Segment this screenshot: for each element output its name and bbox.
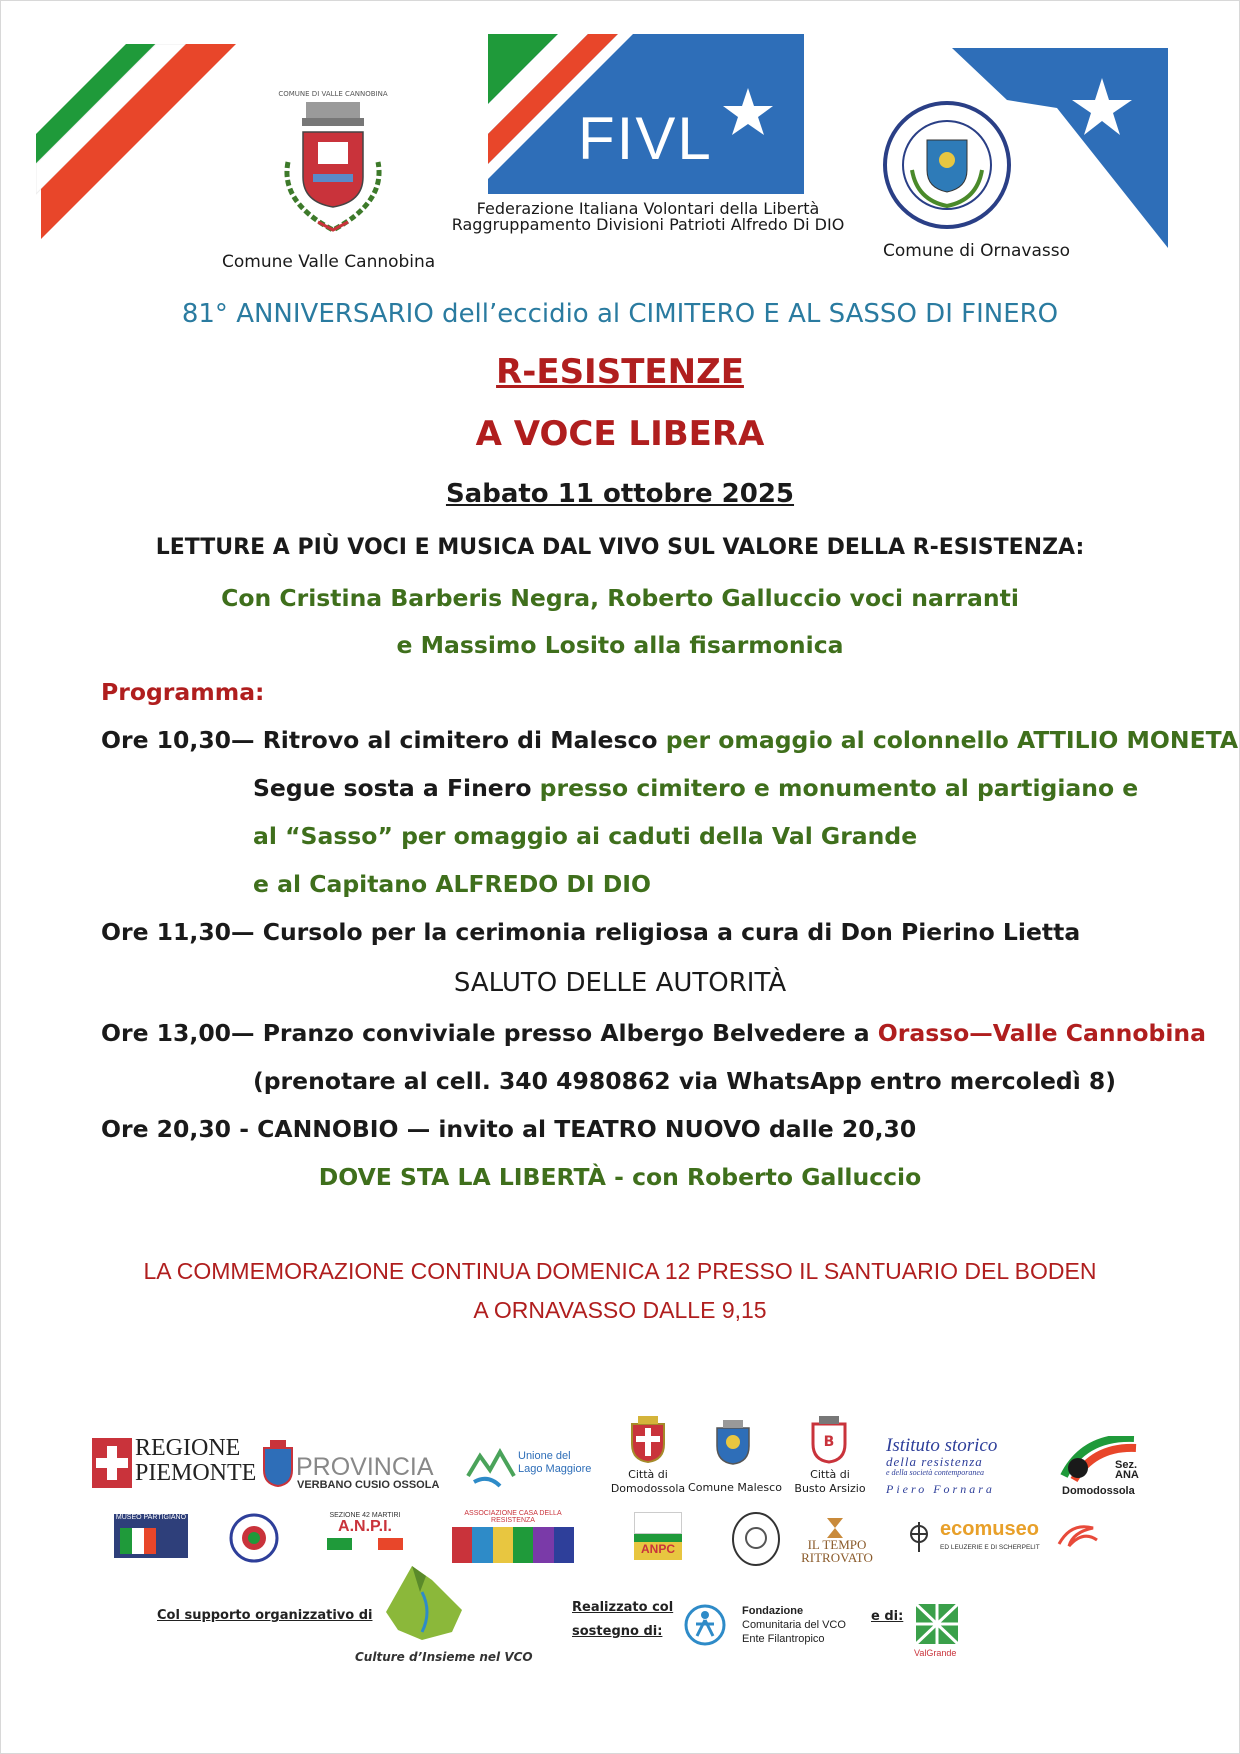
left-seal-text: COMUNE DI VALLE CANNOBINA bbox=[278, 90, 388, 98]
istituto-line1: Istituto storico bbox=[886, 1435, 998, 1456]
moneta-text: per omaggio al colonnello ATTILIO MONETA bbox=[665, 726, 1239, 754]
regione-piemonte-text bbox=[135, 1436, 256, 1486]
right-caption: Comune di Ornavasso bbox=[883, 241, 1071, 261]
regione-line2: PIEMONTE bbox=[135, 1460, 257, 1486]
programma-line-7: (prenotare al cell. 340 4980862 via WhatsApp entro mercoledì 8) bbox=[253, 1067, 1117, 1095]
busto-arsizio-crest-icon bbox=[809, 1414, 849, 1464]
programma-line-2 bbox=[253, 774, 1138, 802]
casa-resistenza-logo bbox=[452, 1510, 574, 1562]
italian-flag-ribbon-icon bbox=[36, 44, 246, 260]
realizzato-label bbox=[572, 1596, 673, 1644]
val-grande-park-icon bbox=[914, 1602, 960, 1646]
programma-line-8 bbox=[101, 1115, 916, 1143]
unione-line2: Lago Maggiore bbox=[518, 1463, 592, 1475]
istituto-storico-logo bbox=[886, 1436, 1016, 1497]
fivl-logo bbox=[488, 34, 804, 194]
event-subtitle: LETTURE A PIÙ VOCI E MUSICA DAL VIVO SUL VALORE DELLA R-ESISTENZA: bbox=[155, 535, 1085, 560]
domodossola-line1: Città di bbox=[628, 1468, 668, 1481]
tempo-line2: RITROVATO bbox=[801, 1550, 873, 1565]
confraternita-seal-icon bbox=[730, 1510, 782, 1568]
dove-sta-la-liberta: DOVE STA LA LIBERTÀ - con Roberto Galluccio bbox=[318, 1163, 922, 1191]
istituto-line2: della resistenza bbox=[886, 1454, 983, 1469]
culture-insieme-map-icon bbox=[382, 1562, 470, 1648]
malesco-text: Comune Malesco bbox=[688, 1481, 782, 1494]
ana-text bbox=[1115, 1460, 1139, 1480]
ecomuseo-text: ecomuseo bbox=[940, 1518, 1039, 1540]
blue-flag-star-icon bbox=[952, 48, 1172, 252]
istituto-line3: e della società contemporanea bbox=[886, 1468, 984, 1477]
realizzato-line1: Realizzato col bbox=[572, 1600, 674, 1615]
notice-line1: LA COMMEMORAZIONE CONTINUA DOMENICA 12 PRESSO IL SANTUARIO DEL BODEN bbox=[143, 1258, 1097, 1284]
malesco-crest-icon bbox=[713, 1418, 753, 1466]
regione-line1: REGIONE bbox=[135, 1435, 241, 1461]
provincia-subtext: VERBANO CUSIO OSSOLA bbox=[297, 1479, 440, 1491]
programma-line-3: al “Sasso” per omaggio ai caduti della Val Grande bbox=[253, 822, 918, 850]
ecomuseo-subtext: ED LEUZERIE E DI SCHERPELIT bbox=[940, 1544, 1040, 1551]
domodossola-line2: Domodossola bbox=[610, 1482, 686, 1495]
programma-line-6 bbox=[101, 1019, 1206, 1047]
valle-cannobina-coat-of-arms-icon bbox=[268, 82, 398, 242]
tempo-ritrovato-text bbox=[800, 1538, 874, 1564]
finero-text: Segue sosta a Finero bbox=[253, 774, 540, 802]
busto-line1: Città di bbox=[810, 1468, 850, 1481]
fivl-caption bbox=[408, 201, 888, 233]
domodossola-crest-icon bbox=[628, 1414, 668, 1464]
time-1030: Ore 10,30— bbox=[101, 726, 263, 754]
ana-line2: ANA bbox=[1115, 1469, 1139, 1481]
unione-line1: Unione del bbox=[518, 1450, 571, 1462]
time-1300: Ore 13,00— bbox=[101, 1019, 263, 1047]
culture-insieme-text: Culture d’Insieme nel VCO bbox=[355, 1650, 533, 1664]
provincia-vco-crest-icon bbox=[262, 1440, 294, 1488]
fivl-logo-text: FIVL bbox=[578, 105, 713, 172]
anpc-logo bbox=[634, 1512, 682, 1560]
fivl-star-icon bbox=[723, 88, 773, 135]
provincia-text: PROVINCIA bbox=[296, 1453, 434, 1481]
svg-text:B: B bbox=[823, 1434, 835, 1450]
event-date: Sabato 11 ottobre 2025 bbox=[445, 479, 795, 509]
anpi-logo bbox=[327, 1512, 403, 1558]
e-di-label: e di: bbox=[871, 1609, 904, 1624]
centro-studi-seal-icon bbox=[228, 1512, 280, 1564]
cursolo-text: Cursolo per la cerimonia religiosa a cura di Don Pierino Lietta bbox=[262, 918, 1081, 946]
valgrande-text: ValGrande bbox=[914, 1648, 957, 1658]
supporto-label: Col supporto organizzativo di bbox=[157, 1608, 373, 1623]
anniversary-heading: 81° ANNIVERSARIO dell’eccidio al CIMITERO E AL SASSO DI FINERO bbox=[181, 299, 1059, 329]
fivl-caption-line1: Federazione Italiana Volontari della Libertà bbox=[476, 199, 820, 218]
orasso-text: Orasso—Valle Cannobina bbox=[877, 1019, 1206, 1047]
casa-text: ASSOCIAZIONE CASA DELLA RESISTENZA bbox=[464, 1510, 562, 1524]
ecomuseo-swirl-icon bbox=[1055, 1518, 1101, 1554]
anpi-line1: SEZIONE 42 MARTIRI bbox=[329, 1512, 401, 1519]
title-a-voce-libera: A VOCE LIBERA bbox=[475, 414, 765, 454]
pranzo-text: Pranzo conviviale presso Albergo Belvedere a bbox=[262, 1019, 878, 1047]
cannobio-text: CANNOBIO — invito al TEATRO NUOVO dalle 20,30 bbox=[257, 1115, 917, 1143]
capitano-text: e al Capitano bbox=[253, 870, 436, 898]
programma-label: Programma: bbox=[101, 678, 265, 706]
ecomuseo-cross-icon bbox=[907, 1520, 931, 1554]
alfredo-di-dio-text: ALFREDO DI DIO bbox=[435, 870, 652, 898]
unione-text bbox=[518, 1450, 591, 1476]
programma-line-4 bbox=[253, 870, 651, 898]
regione-piemonte-logo-icon bbox=[92, 1438, 132, 1488]
ana-domodossola-text: Domodossola bbox=[1062, 1485, 1135, 1497]
fondazione-vco-icon bbox=[682, 1602, 728, 1648]
fivl-caption-line2: Raggruppamento Divisioni Patrioti Alfredo Di DIO bbox=[451, 215, 845, 234]
title-r-esistenze: R-ESISTENZE bbox=[496, 352, 744, 392]
malesco-text: Ritrovo al cimitero di Malesco bbox=[262, 726, 666, 754]
fondazione-line3: Ente Filantropico bbox=[742, 1633, 825, 1645]
ana-line1: Sez. bbox=[1115, 1459, 1138, 1471]
notice-line2: A ORNAVASSO DALLE 9,15 bbox=[473, 1297, 767, 1323]
realizzato-line2: sostegno di: bbox=[572, 1624, 663, 1639]
performers-line1: Con Cristina Barberis Negra, Roberto Galluccio voci narranti bbox=[221, 584, 1019, 612]
saluto-autorita: SALUTO DELLE AUTORITÀ bbox=[453, 968, 787, 998]
performers-line2: e Massimo Losito alla fisarmonica bbox=[396, 631, 844, 659]
unione-lago-maggiore-icon bbox=[464, 1446, 520, 1490]
anpi-line2: A.N.P.I. bbox=[338, 1518, 392, 1535]
istituto-line4: Piero Fornara bbox=[886, 1482, 995, 1496]
left-caption: Comune Valle Cannobina bbox=[222, 252, 436, 272]
busto-arsizio-text bbox=[783, 1468, 877, 1496]
tempo-line1: IL TEMPO bbox=[807, 1537, 867, 1552]
busto-line2: Busto Arsizio bbox=[794, 1482, 866, 1495]
programma-line-1 bbox=[101, 726, 1238, 754]
fondazione-line2: Comunitaria del VCO bbox=[742, 1619, 846, 1631]
fondazione-line1: Fondazione bbox=[742, 1605, 804, 1617]
programma-line-5 bbox=[101, 918, 1080, 946]
museo-text: MUSEO PARTIGIANO bbox=[114, 1514, 188, 1525]
monumento-text: presso cimitero e monumento al partigiano e bbox=[539, 774, 1139, 802]
fondazione-text bbox=[742, 1604, 846, 1646]
museo-partigiano-logo bbox=[114, 1514, 188, 1558]
anpc-text: ANPC bbox=[634, 1542, 682, 1560]
time-1130: Ore 11,30— bbox=[101, 918, 263, 946]
time-2030: Ore 20,30 - bbox=[101, 1115, 258, 1143]
